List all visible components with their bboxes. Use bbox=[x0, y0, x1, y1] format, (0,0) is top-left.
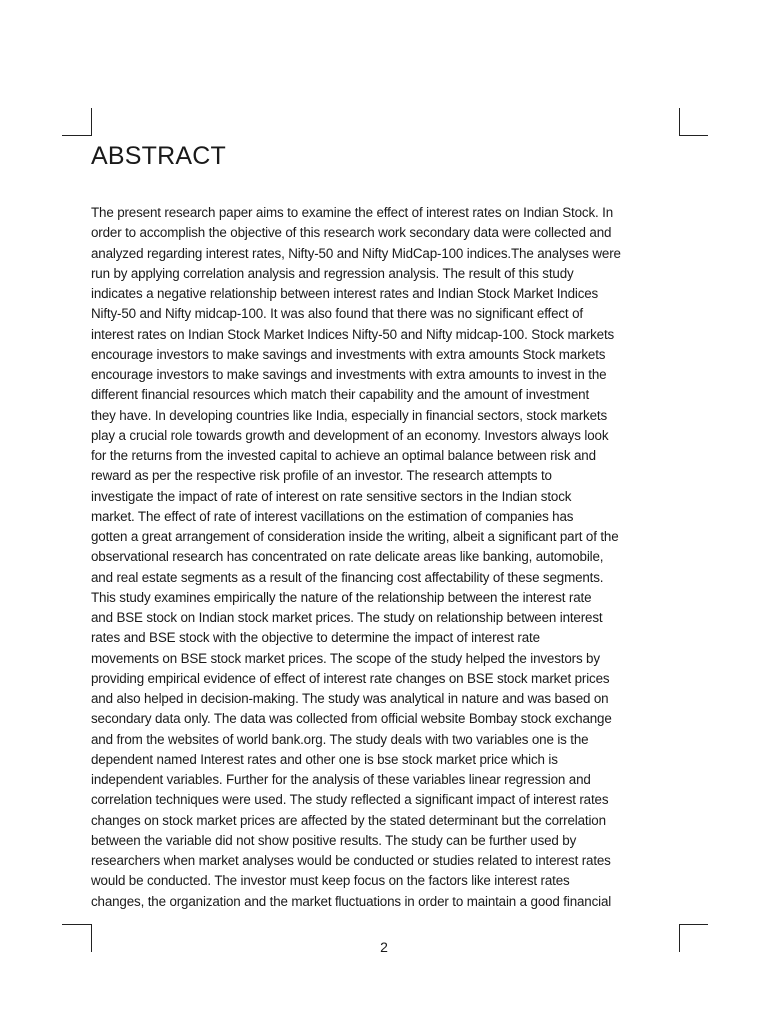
body-line: encourage investors to make savings and investments with extra amounts Stock markets bbox=[91, 346, 606, 362]
body-line: The present research paper aims to examine the effect of interest rates on Indian Stock. In bbox=[91, 205, 614, 220]
crop-mark-top-left-vertical bbox=[91, 108, 92, 136]
body-line: analyzed regarding interest rates, Nifty-50 and Nifty MidCap-100 indices.The analyses were bbox=[91, 245, 621, 261]
body-line: This study examines empirically the nature of the relationship between the interest rate bbox=[91, 589, 592, 605]
body-line: dependent named Interest rates and other one is bse stock market price which is bbox=[91, 751, 558, 767]
body-line: play a crucial role towards growth and development of an economy. Investors always look bbox=[91, 427, 609, 443]
body-line: run by applying correlation analysis and regression analysis. The result of this study bbox=[91, 265, 574, 281]
body-line: observational research has concentrated on rate delicate areas like banking, automobile, bbox=[91, 549, 604, 565]
body-line: and from the websites of world bank.org. The study deals with two variables one is the bbox=[91, 731, 589, 747]
body-line: and BSE stock on Indian stock market prices. The study on relationship between interest bbox=[91, 610, 603, 625]
body-line: Nifty-50 and Nifty midcap-100. It was also found that there was no significant effect of bbox=[91, 306, 583, 322]
crop-mark-bottom-left-horizontal bbox=[62, 924, 91, 925]
body-line: order to accomplish the objective of this research work secondary data were collected and bbox=[91, 225, 612, 241]
body-line: providing empirical evidence of effect of interest rate changes on BSE stock market prices bbox=[91, 670, 610, 686]
body-line: independent variables. Further for the analysis of these variables linear regression and bbox=[91, 772, 591, 787]
body-line: between the variable did not show positive results. The study can be further used by bbox=[91, 832, 577, 848]
body-line: would be conducted. The investor must keep focus on the factors like interest rates bbox=[91, 873, 570, 889]
crop-mark-top-left-horizontal bbox=[62, 135, 91, 136]
body-line: investigate the impact of rate of interest on rate sensitive sectors in the Indian stock bbox=[91, 488, 572, 504]
crop-mark-bottom-right-horizontal bbox=[679, 924, 708, 925]
body-line: and also helped in decision-making. The study was analytical in nature and was based on bbox=[91, 691, 609, 706]
crop-mark-top-right-vertical bbox=[679, 108, 680, 136]
abstract-body bbox=[91, 203, 683, 912]
body-line: gotten a great arrangement of consideration inside the writing, albeit a significant part of the bbox=[91, 529, 619, 544]
body-line: encourage investors to make savings and investments with extra amounts to invest in the bbox=[91, 367, 607, 382]
body-line: rates and BSE stock with the objective to determine the impact of interest rate bbox=[91, 630, 540, 646]
body-line: researchers when market analyses would be conducted or studies related to interest rates bbox=[91, 853, 611, 868]
body-line: different financial resources which match their capability and the amount of investment bbox=[91, 387, 590, 403]
body-line: and real estate segments as a result of the financing cost affectability of these segments. bbox=[91, 569, 604, 585]
body-line: movements on BSE stock market prices. The scope of the study helped the investors by bbox=[91, 650, 600, 666]
body-line: reward as per the respective risk profile of an investor. The research attempts to bbox=[91, 468, 552, 484]
page-number: 2 bbox=[380, 939, 388, 955]
body-line: interest rates on Indian Stock Market Indices Nifty-50 and Nifty midcap-100. Stock markets bbox=[91, 326, 615, 342]
body-line: correlation techniques were used. The study reflected a significant impact of interest rates bbox=[91, 792, 609, 808]
crop-mark-top-right-horizontal bbox=[679, 135, 708, 136]
body-line: indicates a negative relationship between interest rates and Indian Stock Market Indices bbox=[91, 286, 599, 301]
body-line: they have. In developing countries like India, especially in financial sectors, stock markets bbox=[91, 407, 607, 423]
body-line: changes on stock market prices are affected by the stated determinant but the correlation bbox=[91, 812, 606, 828]
body-line: changes, the organization and the market fluctuations in order to maintain a good financial bbox=[91, 893, 612, 909]
body-line: market. The effect of rate of interest vacillations on the estimation of companies has bbox=[91, 508, 574, 524]
abstract-heading: ABSTRACT bbox=[91, 142, 226, 170]
body-line: for the returns from the invested capital to achieve an optimal balance between risk and bbox=[91, 448, 596, 463]
body-line: secondary data only. The data was collected from official website Bombay stock exchange bbox=[91, 711, 612, 727]
